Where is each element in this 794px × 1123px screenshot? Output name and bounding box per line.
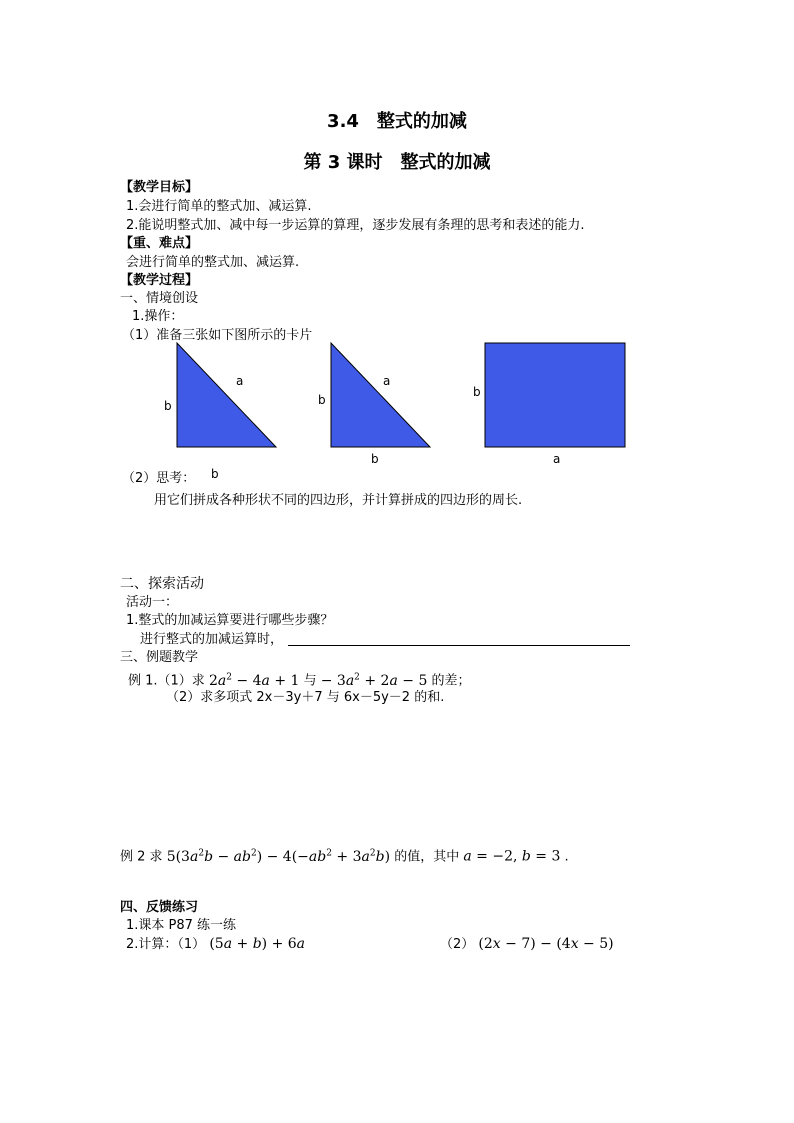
example-2-condition: a = −2, b = 3 (463, 848, 561, 865)
triangle-card-2 (331, 343, 430, 447)
process-heading: 【教学过程】 (120, 273, 199, 288)
card1-hyp-label: a (236, 374, 244, 388)
feedback-2-2-prefix: （2） (440, 937, 475, 952)
card1-bottom-label: b (211, 467, 219, 481)
feedback-2-expression-2: (2x − 7) − (4x − 5) (478, 936, 614, 952)
activity-1-label: 活动一： (126, 595, 179, 610)
rectangle-card (485, 343, 625, 447)
card2-hyp-label: a (383, 374, 391, 388)
section-1-heading: 一、情境创设 (120, 291, 199, 306)
example-2-suffix: . (564, 849, 569, 865)
section-3-heading: 三、例题教学 (120, 650, 199, 665)
example-2 (120, 845, 569, 866)
example-1-part-1 (128, 669, 471, 690)
example-2-mid: 的值，其中 (394, 849, 460, 865)
operation-label: 1.操作： (132, 309, 184, 324)
example-1-part-2: （2）求多项式 2x－3y＋7 与 6x－5y－2 的和. (166, 690, 445, 705)
page-title: 3.4 整式的加减 (327, 111, 467, 132)
feedback-2-prefix: 2.计算：（1） (126, 937, 206, 952)
question-1-prompt: 进行整式的加减运算时， (140, 632, 284, 647)
feedback-2-part-2 (440, 936, 614, 953)
card3-bottom-label: a (553, 452, 561, 466)
keypoints-heading: 【重、难点】 (120, 236, 199, 251)
example-2-expression: $5(3a^2b - ab^2) - 4(-ab^2 + 3a^2b)$ (166, 848, 391, 865)
example-2-prefix: 例 2 求 (120, 849, 163, 865)
card2-left-label: b (318, 393, 326, 407)
triangle-card-1 (177, 343, 276, 447)
operation-item-1: （1）准备三张如下图所示的卡片 (122, 328, 313, 343)
think-label: （2）思考： (122, 471, 196, 486)
expression-a: $2a^2 - 4a + 1$ (208, 672, 300, 689)
example-1-mid: 与 (303, 673, 317, 689)
card3-left-label: b (473, 385, 481, 399)
lesson-subtitle: 第 3 课时 整式的加减 (303, 152, 491, 173)
feedback-2-part-1 (126, 936, 305, 953)
objective-2: 2.能说明整式加、减中每一步运算的算理，逐步发展有条理的思考和表述的能力. (126, 218, 585, 233)
card1-left-label: b (164, 399, 172, 413)
expression-b: − $3a^2 + 2a - 5$ (320, 672, 428, 689)
card2-bottom-label: b (371, 452, 379, 466)
feedback-2-expression-1: (5a + b) + 6a (209, 936, 306, 952)
example-1-prefix: 例 1.（1）求 (128, 673, 205, 689)
objective-1: 1.会进行简单的整式加、减运算. (126, 199, 312, 214)
think-text: 用它们拼成各种形状不同的四边形，并计算拼成的四边形的周长. (154, 493, 523, 508)
section-4-heading: 四、反馈练习 (120, 900, 199, 915)
section-2-heading: 二、探索活动 (120, 576, 204, 592)
question-1: 1.整式的加减运算要进行哪些步骤？ (126, 613, 334, 628)
example-1-suffix: 的差； (431, 673, 471, 689)
feedback-1: 1.课本 P87 练一练 (126, 918, 237, 933)
answer-blank-line[interactable] (288, 645, 630, 646)
keypoints-text: 会进行简单的整式加、减运算. (126, 255, 300, 270)
objectives-heading: 【教学目标】 (120, 180, 199, 195)
